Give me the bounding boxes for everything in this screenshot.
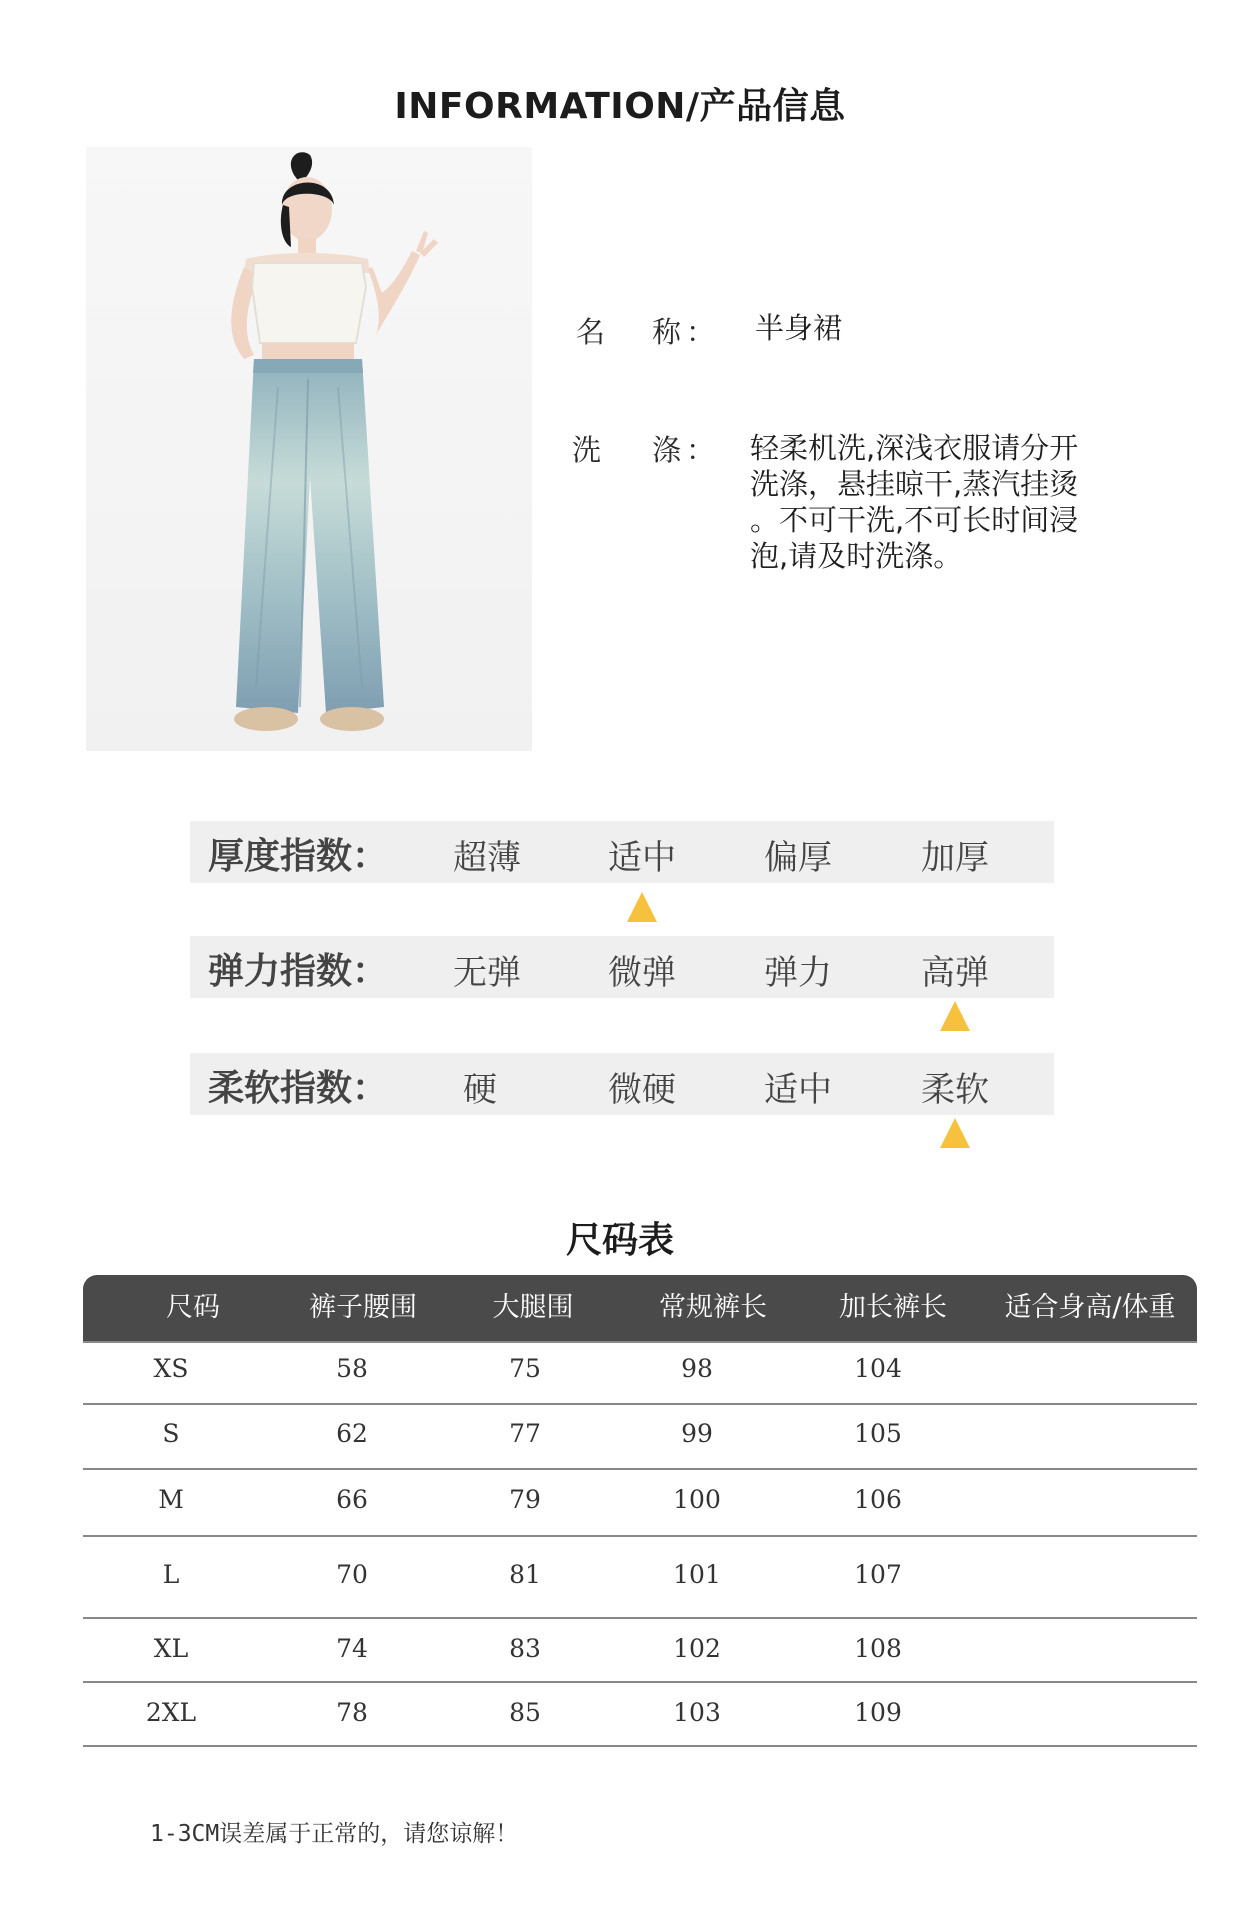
header-thigh: 大腿围	[492, 1292, 574, 1323]
wash-line: 洗涤，悬挂晾干,蒸汽挂烫	[750, 467, 1079, 501]
header-size: 尺码	[166, 1292, 220, 1323]
wash-label-char2: 涤	[652, 433, 682, 467]
table-row-divider	[83, 1403, 1197, 1405]
table-row-divider	[83, 1745, 1197, 1747]
table-cell: 103	[673, 1698, 721, 1727]
model-illustration	[86, 147, 532, 751]
table-row-divider	[83, 1468, 1197, 1470]
table-cell: S	[162, 1419, 180, 1448]
product-photo	[86, 147, 532, 751]
table-cell: 108	[854, 1634, 902, 1663]
elasticity-option: 微弹	[608, 953, 676, 993]
size-table-header	[83, 1275, 1197, 1341]
table-cell: 101	[673, 1560, 721, 1589]
elasticity-marker-icon	[940, 1001, 970, 1031]
table-cell: 81	[509, 1560, 541, 1589]
table-cell: 105	[854, 1419, 902, 1448]
wash-line: 泡,请及时洗涤。	[750, 539, 963, 573]
table-cell: 66	[336, 1485, 368, 1514]
table-cell: 85	[509, 1698, 541, 1727]
header-fit: 适合身高/体重	[1004, 1292, 1176, 1323]
table-cell: 98	[681, 1354, 713, 1383]
thickness-index-label: 厚度指数：	[208, 836, 389, 877]
thickness-option: 加厚	[921, 838, 989, 878]
table-cell: M	[158, 1485, 184, 1514]
table-cell: 70	[336, 1560, 368, 1589]
name-colon: ：	[686, 315, 716, 349]
table-cell: 58	[336, 1354, 368, 1383]
table-cell: 99	[681, 1419, 713, 1448]
elasticity-index-label: 弹力指数：	[208, 951, 389, 992]
table-cell: XL	[153, 1634, 189, 1663]
table-cell: 107	[854, 1560, 902, 1589]
name-label-char2: 称	[652, 315, 682, 349]
softness-option: 柔软	[921, 1070, 989, 1110]
table-cell: 78	[336, 1698, 368, 1727]
table-cell: 83	[509, 1634, 541, 1663]
header-long-length: 加长裤长	[839, 1292, 947, 1323]
table-cell: 100	[673, 1485, 721, 1514]
name-value: 半身裙	[755, 311, 843, 345]
elasticity-option: 高弹	[921, 953, 989, 993]
softness-option: 适中	[764, 1070, 832, 1110]
thickness-option: 适中	[608, 838, 676, 878]
table-row-divider	[83, 1617, 1197, 1619]
table-cell: 104	[854, 1354, 902, 1383]
table-cell: 79	[509, 1485, 541, 1514]
table-cell: 2XL	[145, 1698, 197, 1727]
table-cell: 74	[336, 1634, 368, 1663]
wash-line: 轻柔机洗,深浅衣服请分开	[750, 431, 1079, 465]
table-cell: 77	[509, 1419, 541, 1448]
size-chart-title: 尺码表	[565, 1220, 674, 1261]
page-title: INFORMATION/产品信息	[394, 86, 846, 127]
softness-marker-icon	[940, 1118, 970, 1148]
elasticity-option: 无弹	[453, 953, 521, 993]
table-cell: XS	[153, 1354, 189, 1383]
table-cell: L	[162, 1560, 180, 1589]
table-cell: 102	[673, 1634, 721, 1663]
elasticity-option: 弹力	[764, 953, 832, 993]
wash-instructions	[750, 430, 1078, 574]
wash-line: 。不可干洗,不可长时间浸	[750, 503, 1079, 537]
table-row-divider	[83, 1341, 1197, 1343]
tolerance-note: 1-3CM误差属于正常的，请您谅解！	[150, 1821, 519, 1847]
table-cell: 62	[336, 1419, 368, 1448]
table-cell: 106	[854, 1485, 902, 1514]
table-row-divider	[83, 1535, 1197, 1537]
softness-option: 微硬	[608, 1070, 676, 1110]
header-waist: 裤子腰围	[309, 1292, 417, 1323]
header-regular-length: 常规裤长	[659, 1292, 767, 1323]
table-cell: 109	[854, 1698, 902, 1727]
softness-index-label: 柔软指数：	[208, 1068, 389, 1109]
wash-label-char1: 洗	[572, 433, 602, 467]
thickness-marker-icon	[627, 892, 657, 922]
wash-colon: ：	[686, 433, 716, 467]
thickness-option: 偏厚	[764, 838, 832, 878]
name-label-char1: 名	[576, 315, 606, 349]
softness-option: 硬	[463, 1070, 497, 1110]
table-cell: 75	[509, 1354, 541, 1383]
thickness-option: 超薄	[453, 838, 521, 878]
table-row-divider	[83, 1681, 1197, 1683]
